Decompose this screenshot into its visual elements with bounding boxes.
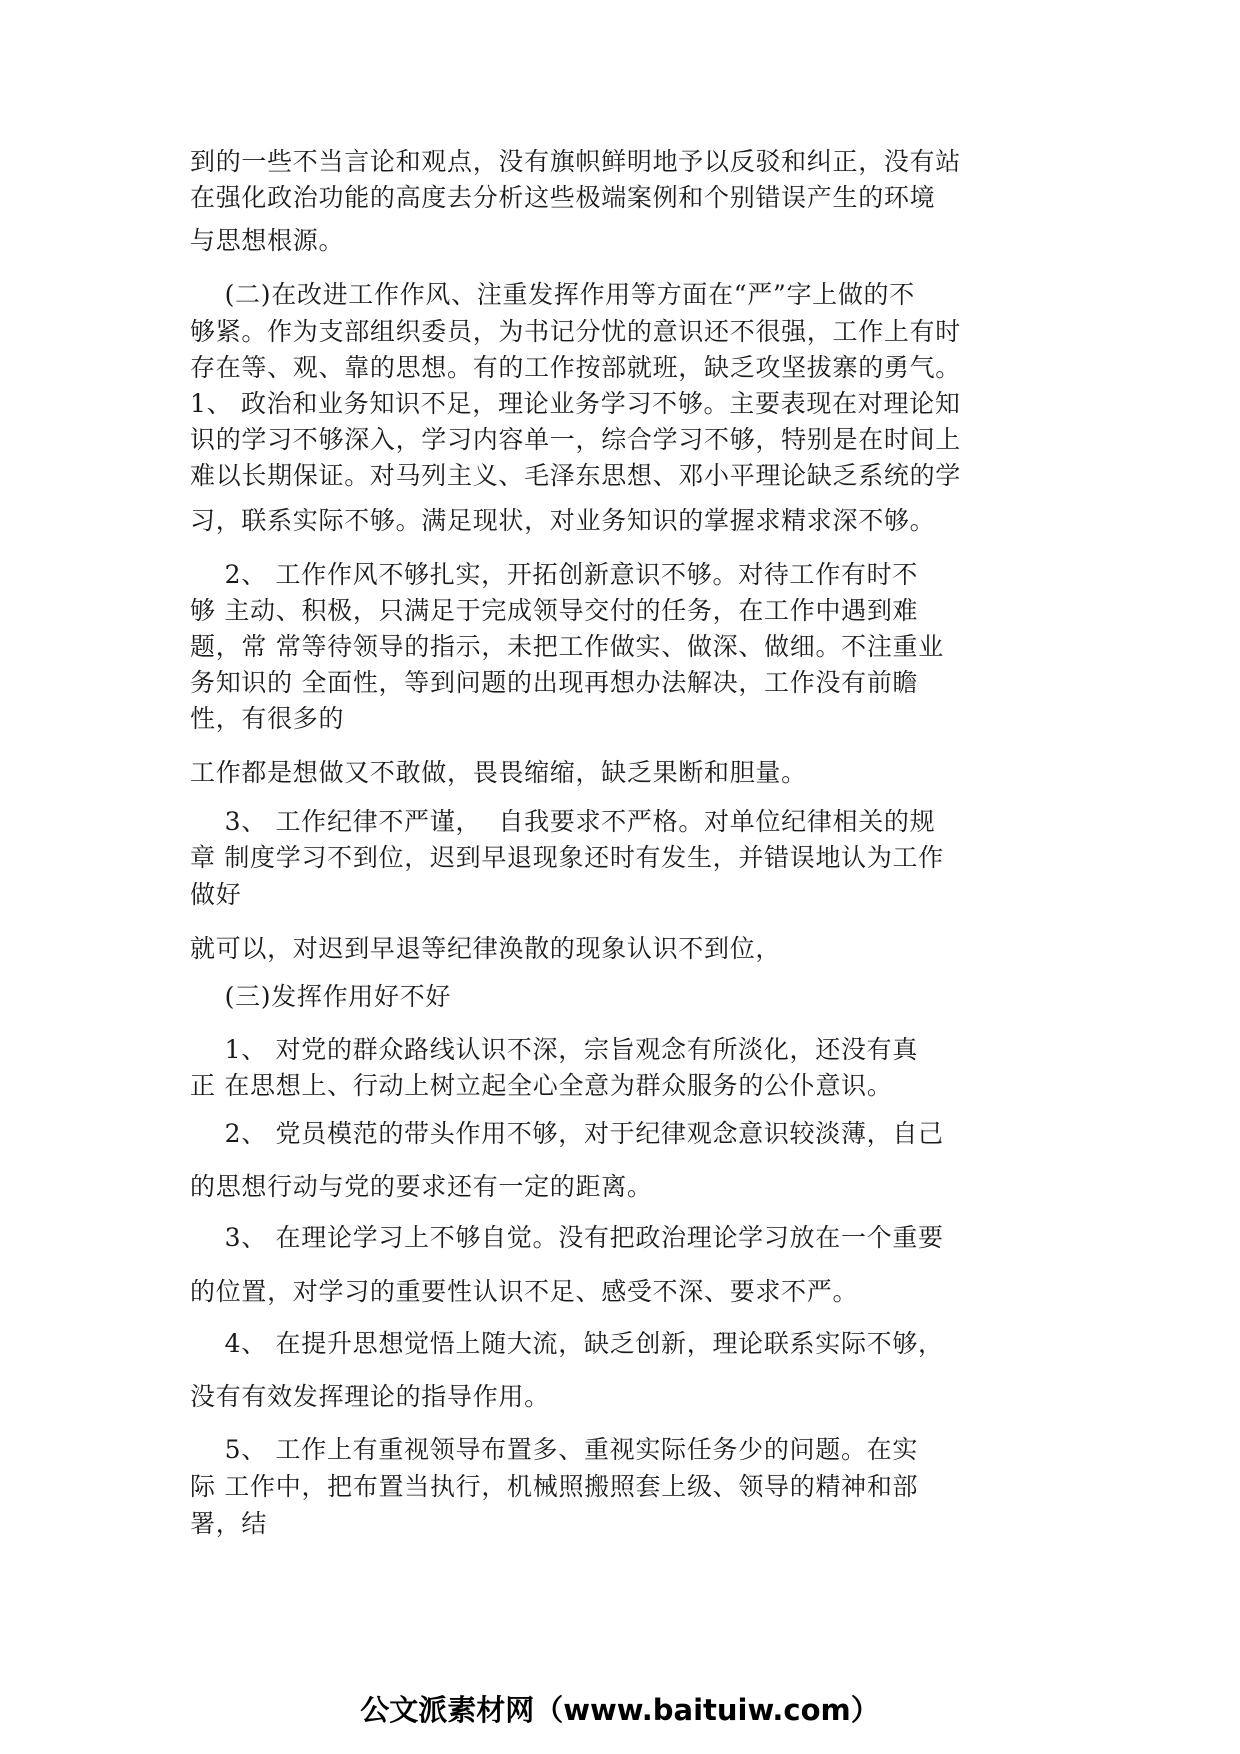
text-line: 1、 政治和业务知识不足，理论业务学习不够。主要表现在对理论知 <box>190 389 961 418</box>
text-line: (二)在改进工作作风、注重发挥作用等方面在“严”字上做的不 <box>190 280 915 309</box>
text-line: 的思想行动与党的要求还有一定的距离。 <box>190 1172 653 1201</box>
text-line: 题，常 常等待领导的指示，未把工作做实、做深、做细。不注重业 <box>190 632 944 661</box>
text-line: 3、 工作纪律不严谨， 自我要求不严格。对单位纪律相关的规 <box>190 807 936 836</box>
text-line: 性，有很多的 <box>190 704 345 733</box>
text-line: 的位置，对学习的重要性认识不足、感受不深、要求不严。 <box>190 1277 859 1306</box>
text-line: 在强化政治功能的高度去分析这些极端案例和个别错误产生的环境 <box>190 183 936 212</box>
text-line: (三)发挥作用好不好 <box>190 982 452 1011</box>
text-line: 5、 工作上有重视领导布置多、重视实际任务少的问题。在实 <box>190 1435 919 1464</box>
footer-watermark: 公文派素材网（www.baituiw.com） <box>360 1693 880 1727</box>
text-line: 署，结 <box>190 1509 268 1538</box>
text-line: 3、 在理论学习上不够自觉。没有把政治理论学习放在一个重要 <box>190 1223 944 1252</box>
text-line: 正 在思想上、行动上树立起全心全意为群众服务的公仆意识。 <box>190 1071 893 1100</box>
text-line: 2、 工作作风不够扎实，开拓创新意识不够。对待工作有时不 <box>190 560 919 589</box>
text-line: 工作都是想做又不敢做，畏畏缩缩，缺乏果断和胆量。 <box>190 758 807 787</box>
text-line: 存在等、观、靠的思想。有的工作按部就班，缺乏攻坚拔寨的勇气。 <box>190 353 962 382</box>
text-line: 难以长期保证。对马列主义、毛泽东思想、邓小平理论缺乏系统的学 <box>190 461 962 490</box>
text-line: 章 制度学习不到位，迟到早退现象还时有发生，并错误地认为工作 <box>190 843 944 872</box>
text-line: 习，联系实际不够。满足现状，对业务知识的掌握求精求深不够。 <box>190 506 936 535</box>
text-line: 1、 对党的群众路线认识不深，宗旨观念有所淡化，还没有真 <box>190 1035 919 1064</box>
text-line: 没有有效发挥理论的指导作用。 <box>190 1382 550 1411</box>
text-line: 做好 <box>190 880 242 909</box>
text-line: 到的一些不当言论和观点，没有旗帜鲜明地予以反驳和纠正，没有站 <box>190 147 962 176</box>
text-line: 就可以，对迟到早退等纪律涣散的现象认识不到位， <box>190 934 782 963</box>
text-line: 够紧。作为支部组织委员，为书记分忧的意识还不很强，工作上有时 <box>190 317 962 346</box>
text-line: 2、 党员模范的带头作用不够，对于纪律观念意识较淡薄，自己 <box>190 1119 944 1148</box>
text-line: 识的学习不够深入，学习内容单一，综合学习不够，特别是在时间上 <box>190 425 962 454</box>
text-line: 够 主动、积极，只满足于完成领导交付的任务，在工作中遇到难 <box>190 596 919 625</box>
text-line: 务知识的 全面性，等到问题的出现再想办法解决，工作没有前瞻 <box>190 668 919 697</box>
text-line: 际 工作中，把布置当执行，机械照搬照套上级、领导的精神和部 <box>190 1472 919 1501</box>
text-line: 4、 在提升思想觉悟上随大流，缺乏创新，理论联系实际不够， <box>190 1329 944 1358</box>
text-line: 与思想根源。 <box>190 226 345 255</box>
